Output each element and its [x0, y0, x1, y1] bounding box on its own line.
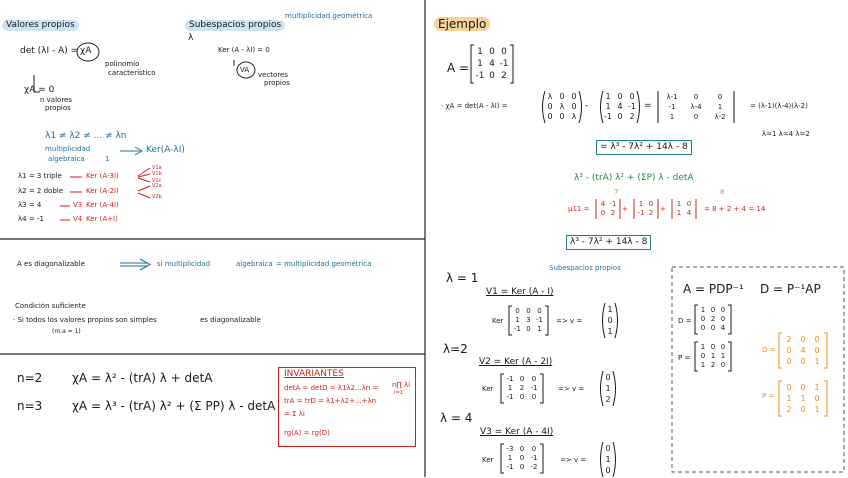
matrix-cell: 0 [710, 343, 716, 351]
lambda2-line: λ2 = 2 doble [18, 187, 64, 195]
lambda4-v: V4 [73, 215, 83, 223]
matrix-cell: 0 [531, 375, 537, 383]
n3-label: n=3 [17, 399, 43, 413]
matrix-cell: 2 [710, 361, 716, 369]
lambda4-ker: Ker (A+I) [86, 215, 118, 223]
matrix-cell: 2 [710, 315, 716, 323]
matrix-cell: 1 [605, 92, 611, 101]
lambda-eq-2: λ=2 [443, 342, 468, 356]
matrix-cell: 0 [559, 112, 565, 121]
matrix-cell: 0 [547, 102, 553, 111]
matrix-cell: 0 [605, 373, 611, 382]
matrix-cell: 0 [531, 393, 537, 401]
matrix-cell: 1 [700, 343, 706, 351]
matrix-cell: 1 [800, 394, 806, 403]
matrix-cell: 2 [610, 209, 616, 217]
d-label: D = [678, 317, 692, 325]
caracteristico-label: característico [108, 69, 156, 77]
arrow-v-1: => v = [556, 317, 583, 325]
v1-def: V1 = Ker (A - I) [486, 287, 554, 297]
inv-tr: trA = trD = λ1+λ2+...+λn [284, 397, 377, 405]
p-matrix [694, 341, 732, 372]
lambda-eq-1: λ = 1 [446, 271, 479, 285]
matrix-cell: 0 [605, 444, 611, 453]
matrix-cell: -1 [668, 103, 676, 111]
matrix-cell: 0 [800, 335, 806, 344]
cond-ma: (m.a = 1) [52, 328, 81, 335]
mu-result: = 8 + 2 + 4 = 14 [704, 205, 766, 213]
matrix-cell: 0 [519, 454, 525, 462]
matrix-cell: -1 [609, 200, 617, 208]
matrix-cell: 1 [669, 113, 675, 121]
matrix-cell: 0 [720, 343, 726, 351]
matrix-cell: 0 [710, 306, 716, 314]
matrix-cell: λ-4 [690, 103, 702, 111]
matrix-cell: -1 [637, 209, 645, 217]
matrix-cell: 3 [526, 316, 531, 324]
mult-geom-note: multiplicidad geométrica [285, 12, 373, 20]
matrix-cell: 0 [717, 93, 723, 101]
inv-prod-sub: i=1 [394, 390, 403, 396]
subespacios-title: Subespacios propios [549, 264, 621, 272]
matrix-cell: 0 [629, 92, 635, 101]
matrix-cell: 0 [700, 324, 706, 332]
minus-sign: - [585, 101, 589, 111]
p2-matrix [778, 380, 828, 417]
matrix-cell: λ-2 [714, 113, 726, 121]
matrix-cell: -1 [514, 325, 521, 333]
matrix-cell: 0 [800, 357, 806, 366]
matrix-cell: 1 [507, 454, 513, 462]
char-poly-box-2: λ³ - 7λ² + 14λ - 8 [566, 235, 651, 250]
matrix-cell: 1 [537, 325, 542, 333]
matrix-cell: 0 [519, 445, 525, 453]
matrix-cell: 4 [686, 209, 692, 217]
lambda2-v2a: V2a [152, 183, 162, 189]
matrix-cell: λ [571, 112, 577, 121]
blue-arrows [120, 147, 150, 270]
matrix-cell: 2 [519, 384, 525, 392]
det-equation: det (λI - A) = [20, 46, 79, 56]
matrix-cell: 2 [648, 209, 654, 217]
matrix-cell: 0 [617, 92, 623, 101]
matrix-cell: 0 [786, 383, 792, 392]
p2-label: P = [762, 392, 775, 400]
ker-word-2: Ker [482, 385, 494, 393]
matrix-cell: -1 [530, 454, 538, 462]
matrix-cell: 4 [617, 102, 623, 111]
matrix-cell: 0 [489, 71, 495, 81]
polinomio-label: polinomio [105, 60, 140, 68]
a-matrix [470, 44, 514, 84]
cond-result: es diagonalizable [200, 316, 261, 324]
matrix-cell: -1 [604, 112, 612, 121]
v3-def: V3 = Ker (A - 4I) [480, 427, 554, 437]
heading-valores-propios: Valores propios [2, 20, 79, 31]
mu-label: μ11 = [568, 205, 590, 213]
heading-subespacios-propios: Subespacios propios [185, 20, 285, 31]
matrix-cell: 0 [559, 92, 565, 101]
matrix-cell: 0 [814, 346, 820, 355]
matrix-cell: -1 [506, 375, 514, 383]
matrix-cell: 0 [501, 47, 507, 57]
matrix-cell: 0 [648, 200, 654, 208]
matrix-cell: 0 [515, 307, 520, 315]
orange-eight: 8 [720, 188, 725, 196]
p-label: P = [678, 354, 691, 362]
matrix-cell: 2 [629, 112, 635, 121]
matrix-cell: -3 [506, 445, 514, 453]
mult-one: 1 [105, 155, 110, 163]
lambda-eq-4: λ = 4 [440, 411, 473, 425]
mu-minor-3 [670, 198, 698, 220]
a-matrix-copy [598, 90, 642, 124]
matrix-cell: 4 [600, 200, 606, 208]
matrix-cell: 1 [507, 384, 513, 392]
matrix-cell: 1 [700, 361, 706, 369]
matrix-cell: -2 [530, 463, 538, 471]
matrix-cell: 2 [501, 71, 507, 81]
green-formula: λ³ - (trA) λ² + (ΣP) λ - detA [574, 173, 694, 183]
a-label: A = [447, 61, 470, 75]
matrix-cell: 0 [531, 445, 537, 453]
matrix-cell: 1 [676, 200, 682, 208]
ker3-matrix [500, 443, 544, 474]
matrix-cell: 2 [605, 395, 611, 404]
ker2-matrix [500, 373, 544, 404]
matrix-cell: 1 [717, 103, 723, 111]
matrix-cell: 0 [720, 306, 726, 314]
plus-1: + [622, 205, 628, 213]
v3-vector [598, 441, 618, 478]
matrix-cell: 0 [526, 307, 531, 315]
ker-a-lambda-i: Ker(A-λI) [146, 145, 185, 155]
mu-minor-2 [632, 198, 660, 220]
matrix-cell: 1 [607, 327, 613, 336]
inv-det: detA = detD = λ1λ2...λn = [284, 384, 379, 392]
matrix-cell: 1 [605, 384, 611, 393]
matrix-cell: 0 [800, 405, 806, 414]
factored: = (λ-1)(λ-4)(λ-2) [750, 102, 808, 110]
chi-a: χA [80, 46, 92, 56]
equals-sign: = [644, 101, 652, 111]
cond-line: · Si todos los valores propios son simples [13, 316, 157, 324]
matrix-cell: 4 [489, 59, 495, 69]
diag-c: algebraica [236, 260, 273, 268]
v2-vector [598, 370, 618, 407]
matrix-cell: 0 [526, 325, 531, 333]
matrix-cell: 0 [700, 315, 706, 323]
roots: λ=1 λ=4 λ=2 [762, 130, 810, 138]
matrix-cell: 0 [686, 200, 692, 208]
arrow-v-3: => v = [560, 456, 587, 464]
matrix-cell: 0 [786, 346, 792, 355]
arrow-v-2: => v = [558, 385, 585, 393]
matrix-cell: 1 [605, 102, 611, 111]
matrix-cell: -1 [628, 102, 636, 111]
matrix-cell: -1 [530, 384, 538, 392]
ker-word-3: Ker [482, 456, 494, 464]
matrix-cell: 0 [571, 102, 577, 111]
mult-alg-2: algebraica [48, 155, 85, 163]
matrix-cell: 0 [617, 112, 623, 121]
d-matrix [694, 304, 732, 335]
lambda1-line: λ1 = 3 triple [18, 172, 62, 180]
pdp-formula: A = PDP⁻¹ [683, 282, 744, 296]
propios-2: propios [45, 104, 71, 112]
matrix-cell: -1 [536, 316, 543, 324]
lambda1-v1a: V1a [152, 165, 162, 171]
det-matrix [656, 90, 736, 124]
matrix-cell: 0 [600, 209, 606, 217]
lambda2-v2b: V2b [152, 194, 162, 200]
n2-label: n=2 [17, 371, 43, 385]
diag-d: = multiplicidad geométrica [276, 260, 372, 268]
matrix-cell: 0 [800, 383, 806, 392]
matrix-cell: λ [559, 102, 565, 111]
lambda3-line: λ3 = 4 [18, 201, 42, 209]
matrix-cell: 0 [700, 352, 706, 360]
propios-label: propios [264, 79, 290, 87]
lambda3-v: V3 [73, 201, 83, 209]
matrix-cell: 4 [800, 346, 806, 355]
lambda-symbol: λ [188, 33, 194, 43]
matrix-cell: 1 [477, 47, 483, 57]
invariantes-title: INVARIANTES [284, 369, 344, 379]
matrix-cell: 0 [814, 394, 820, 403]
matrix-cell: 1 [710, 352, 716, 360]
lambda1-v1b: V1b [152, 171, 162, 177]
matrix-cell: -1 [506, 393, 514, 401]
matrix-cell: 2 [786, 405, 792, 414]
matrix-cell: 0 [720, 315, 726, 323]
matrix-cell: 1 [477, 59, 483, 69]
mult-alg-1: multiplicidad [45, 145, 91, 153]
lambda1-ker: Ker (A-3I) [86, 172, 119, 180]
matrix-cell: -1 [499, 59, 509, 69]
lambda1-v1c: V1c [152, 178, 162, 184]
v1-vector [600, 302, 620, 339]
dpap-formula: D = P⁻¹AP [760, 282, 821, 296]
inv-sum: = Σ λi [284, 410, 305, 418]
ker-equation: Ker (A - λI) = 0 [218, 46, 270, 54]
matrix-cell: λ [547, 92, 553, 101]
matrix-cell: 0 [607, 316, 613, 325]
orange-seven: 7 [614, 188, 619, 196]
matrix-cell: 1 [720, 352, 726, 360]
lambda2-ker: Ker (A-2I) [86, 187, 119, 195]
matrix-cell: λ-1 [666, 93, 678, 101]
matrix-cell: 1 [814, 383, 820, 392]
matrix-cell: 1 [515, 316, 520, 324]
lambda-identity-matrix [540, 90, 584, 124]
n3-expr: χA = λ³ - (trA) λ² + (Σ PP) λ - detA [72, 399, 276, 413]
matrix-cell: 0 [519, 393, 525, 401]
matrix-cell: 0 [786, 357, 792, 366]
lambdas-distinct: λ1 ≠ λ2 ≠ ... ≠ λn [45, 131, 127, 141]
n-valores: n valores [40, 96, 72, 104]
matrix-cell: 1 [814, 405, 820, 414]
matrix-cell: 0 [720, 361, 726, 369]
ker1-matrix [508, 305, 549, 336]
matrix-cell: 1 [605, 455, 611, 464]
matrix-cell: 1 [814, 357, 820, 366]
ejemplo-heading: Ejemplo [434, 17, 490, 31]
matrix-cell: 1 [786, 394, 792, 403]
mu-minor-1 [594, 198, 622, 220]
v2-def: V2 = Ker (A - 2I) [479, 357, 553, 367]
matrix-cell: 0 [693, 93, 699, 101]
matrix-cell: 1 [676, 209, 682, 217]
vectores-label: vectores [258, 71, 289, 79]
n2-expr: χA = λ² - (trA) λ + detA [72, 371, 213, 385]
matrix-cell: 0 [489, 47, 495, 57]
d2-label: D = [762, 346, 776, 354]
matrix-cell: 1 [607, 305, 613, 314]
lambda3-ker: Ker (A-4I) [86, 201, 119, 209]
matrix-cell: 1 [638, 200, 644, 208]
lambda4-line: λ4 = -1 [18, 215, 44, 223]
chi-zero: χA = 0 [24, 85, 55, 95]
d2-matrix [778, 332, 828, 369]
matrix-cell: -1 [475, 71, 485, 81]
matrix-cell: 1 [700, 306, 706, 314]
char-poly-box: = λ³ - 7λ² + 14λ - 8 [596, 140, 692, 155]
matrix-cell: 0 [693, 113, 699, 121]
plus-2: + [660, 205, 666, 213]
matrix-cell: 2 [786, 335, 792, 344]
matrix-cell: 0 [605, 466, 611, 475]
matrix-cell: 0 [519, 375, 525, 383]
matrix-cell: 0 [519, 463, 525, 471]
matrix-cell: 0 [547, 112, 553, 121]
va-label: VA [240, 66, 250, 74]
inv-rg: rg(A) = rg(D) [284, 429, 330, 437]
diag-a: A es diagonalizable [17, 260, 85, 268]
inv-prod: n∏ λi [392, 381, 411, 389]
chi-line: · χA = det(A - λI) = [441, 102, 508, 110]
cond-title: Condición suficiente [15, 302, 86, 310]
matrix-cell: 4 [720, 324, 726, 332]
ker-word-1: Ker [492, 317, 504, 325]
matrix-cell: 0 [710, 324, 716, 332]
matrix-cell: 0 [571, 92, 577, 101]
diag-b: si multiplicidad [157, 260, 211, 268]
matrix-cell: -1 [506, 463, 514, 471]
matrix-cell: 0 [537, 307, 542, 315]
matrix-cell: 0 [814, 335, 820, 344]
